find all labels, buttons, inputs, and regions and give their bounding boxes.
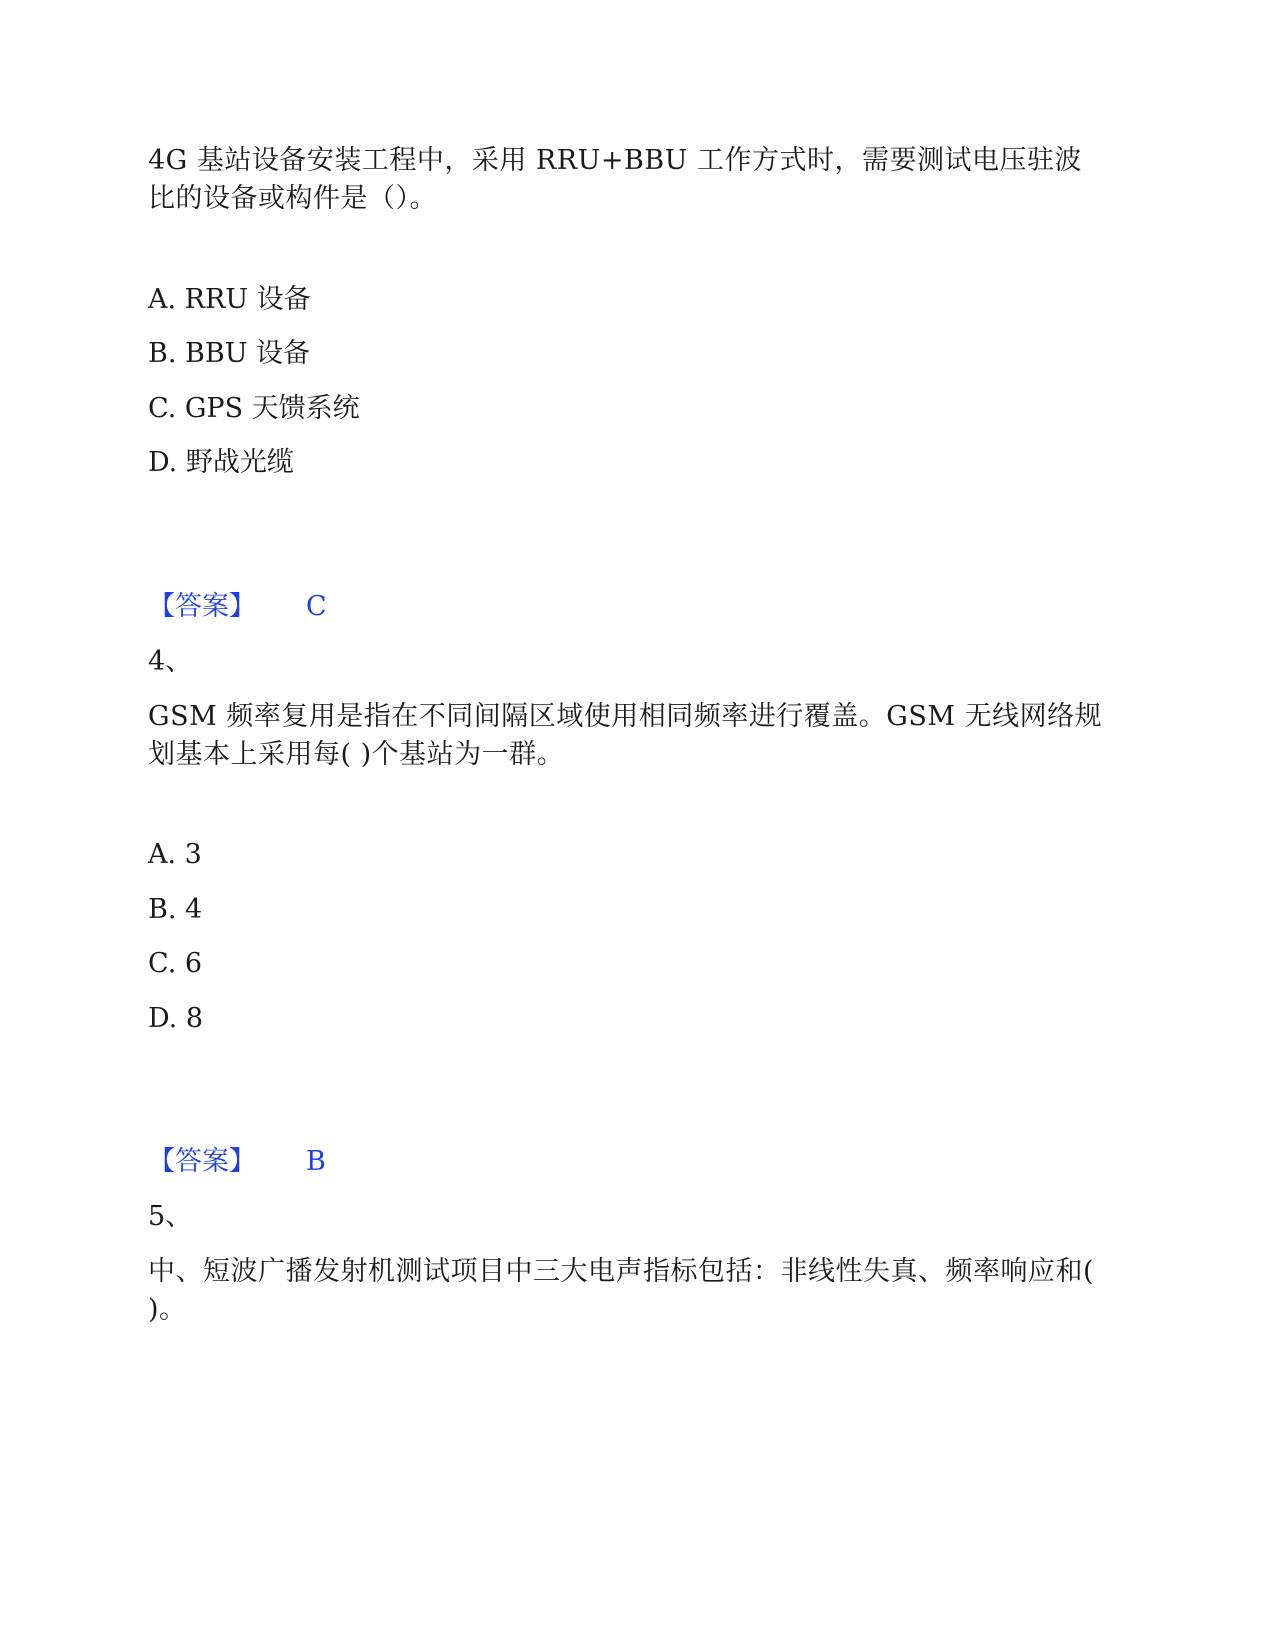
answer-value: B: [306, 1146, 326, 1177]
question-stem: GSM 频率复用是指在不同间隔区域使用相同频率进行覆盖。GSM 无线网络规划基本上采用每( )个基站为一群。: [148, 701, 1103, 770]
answer-line: [148, 590, 327, 624]
question-stem: 中、短波广播发射机测试项目中三大电声指标包括：非线性失真、频率响应和( )。: [148, 1256, 1095, 1325]
answer-label: 【答案】: [148, 1146, 256, 1177]
option-c: C. 6: [148, 948, 203, 979]
question-number: 5、: [148, 1201, 193, 1232]
answer-line: [148, 1145, 326, 1179]
option-c: C. GPS 天馈系统: [148, 393, 360, 424]
question-5: [148, 1253, 1108, 1329]
answer-label: 【答案】: [148, 591, 256, 622]
option-a: A. RRU 设备: [148, 284, 311, 315]
question-4: [148, 698, 1108, 774]
answer-value: C: [306, 591, 327, 622]
option-b: B. 4: [148, 894, 203, 925]
option-b: B. BBU 设备: [148, 338, 311, 369]
question-number: 4、: [148, 646, 193, 677]
question-3: [148, 142, 1108, 218]
option-d: D. 野战光缆: [148, 447, 294, 478]
option-d: D. 8: [148, 1003, 204, 1034]
option-a: A. 3: [148, 839, 202, 870]
question-stem: 4G 基站设备安装工程中，采用 RRU+BBU 工作方式时，需要测试电压驻波比的设备或构件是（）。: [148, 145, 1082, 214]
